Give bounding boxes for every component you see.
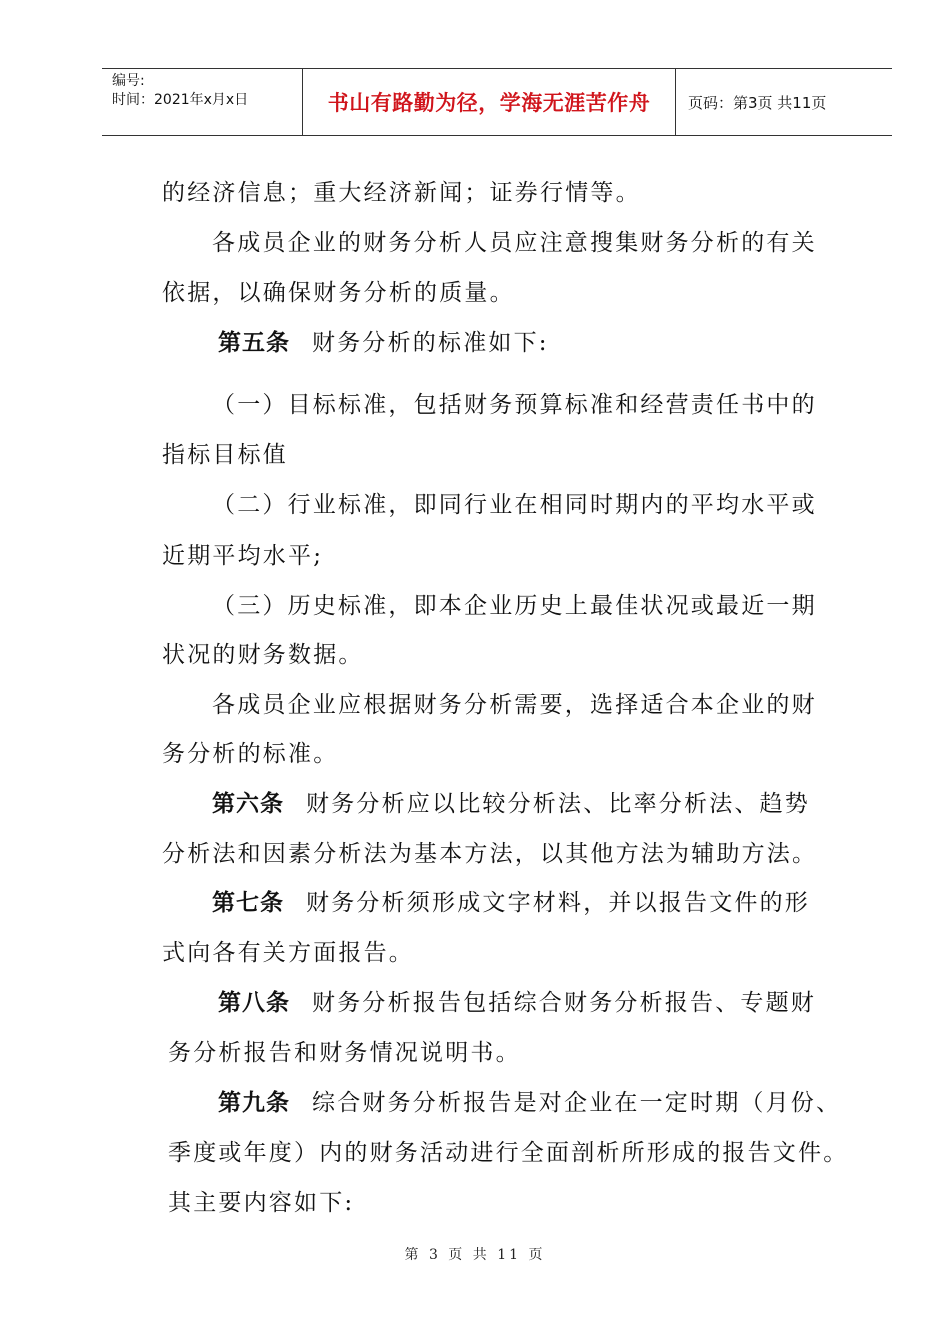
paragraph-line: 务分析报告和财务情况说明书。 bbox=[168, 1040, 521, 1066]
article-heading: 第九条 bbox=[218, 1090, 290, 1116]
paragraph-line: 依据，以确保财务分析的质量。 bbox=[162, 280, 515, 306]
paragraph-line: 的经济信息；重大经济新闻；证券行情等。 bbox=[162, 180, 641, 206]
paragraph-line: 季度或年度）内的财务活动进行全面剖析所形成的报告文件。 bbox=[168, 1140, 849, 1166]
paragraph-line: （二）行业标准，即同行业在相同时期内的平均水平或 bbox=[212, 492, 817, 518]
article-heading: 第七条 bbox=[212, 890, 284, 916]
header-meta bbox=[102, 69, 303, 135]
article-7 bbox=[212, 888, 810, 918]
page-footer: 第 3 页 共 11 页 bbox=[404, 1247, 546, 1263]
paragraph-text: 财务分析须形成文字材料，并以报告文件的形 bbox=[306, 890, 810, 916]
document-header bbox=[102, 68, 892, 136]
article-8 bbox=[218, 988, 816, 1018]
article-heading: 第五条 bbox=[218, 330, 290, 356]
article-6 bbox=[212, 789, 810, 819]
paragraph-line: 近期平均水平; bbox=[162, 543, 324, 569]
paragraph-text: 财务分析的标准如下: bbox=[312, 330, 549, 356]
paragraph-line: 指标目标值 bbox=[162, 442, 288, 468]
header-page-code: 页码：第3页 共11页 bbox=[688, 93, 827, 112]
paragraph-line: （一）目标标准，包括财务预算标准和经营责任书中的 bbox=[212, 392, 817, 418]
paragraph-line: 务分析的标准。 bbox=[162, 741, 339, 767]
paragraph-line: 状况的财务数据。 bbox=[162, 642, 364, 668]
paragraph-line: 各成员企业的财务分析人员应注意搜集财务分析的有关 bbox=[212, 230, 817, 256]
paragraph-line: 各成员企业应根据财务分析需要，选择适合本企业的财 bbox=[212, 692, 817, 718]
paragraph-text: 财务分析应以比较分析法、比率分析法、趋势 bbox=[306, 791, 810, 817]
article-9 bbox=[218, 1088, 841, 1118]
article-heading: 第六条 bbox=[212, 791, 284, 817]
date-label: 时间：2021年x月x日 bbox=[112, 92, 249, 108]
header-motto: 书山有路勤为径，学海无涯苦作舟 bbox=[303, 69, 676, 135]
paragraph-line: （三）历史标准，即本企业历史上最佳状况或最近一期 bbox=[212, 593, 817, 619]
article-5 bbox=[218, 328, 549, 358]
paragraph-line: 式向各有关方面报告。 bbox=[162, 940, 414, 966]
article-heading: 第八条 bbox=[218, 990, 290, 1016]
serial-number-label: 编号: bbox=[112, 73, 145, 89]
paragraph-text: 财务分析报告包括综合财务分析报告、专题财 bbox=[312, 990, 816, 1016]
paragraph-line: 其主要内容如下: bbox=[168, 1190, 355, 1216]
paragraph-text: 综合财务分析报告是对企业在一定时期（月份、 bbox=[312, 1090, 842, 1116]
paragraph-line: 分析法和因素分析法为基本方法，以其他方法为辅助方法。 bbox=[162, 841, 818, 867]
